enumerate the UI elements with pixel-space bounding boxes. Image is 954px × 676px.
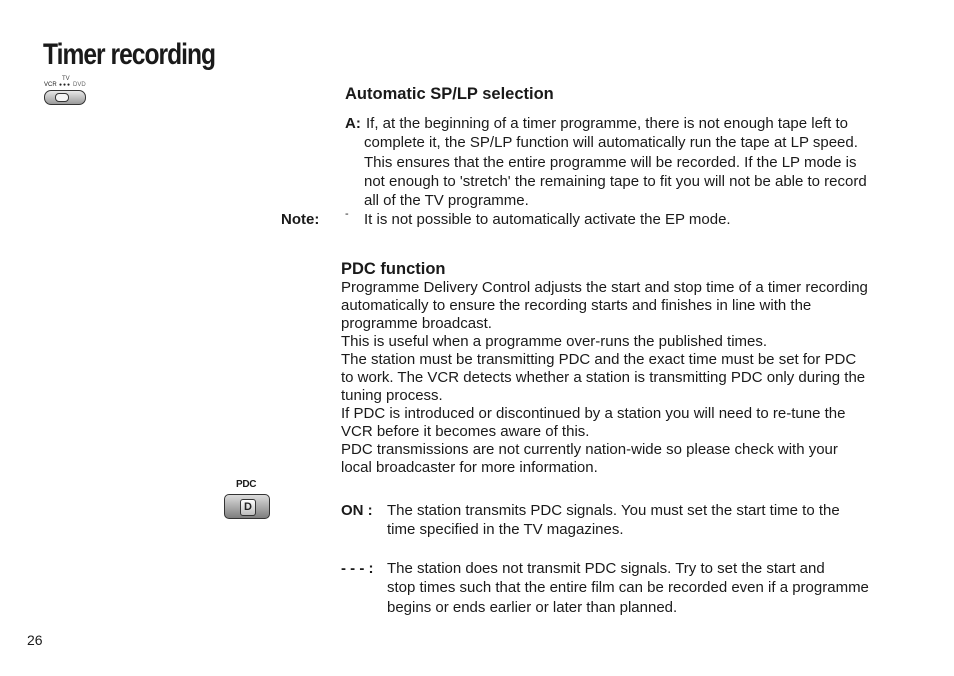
answer-line: complete it, the SP/LP function will automatically run the tape at LP speed. — [364, 134, 858, 152]
pdc-off-line: stop times such that the entire film can be recorded even if a programme — [387, 579, 869, 597]
pdc-body-line: automatically to ensure the recording starts and finishes in line with the — [341, 296, 812, 314]
note-bullet: - — [345, 208, 349, 220]
answer-line: This ensures that the entire programme will be recorded. If the LP mode is — [364, 153, 857, 171]
switch-body — [44, 90, 86, 105]
switch-label-dvd: DVD — [73, 82, 86, 88]
pdc-body-line: to work. The VCR detects whether a station is transmitting PDC only during the — [341, 368, 866, 386]
pdc-body-line: tuning process. — [341, 386, 443, 404]
switch-label-vcr: VCR — [44, 82, 57, 88]
pdc-body-line: local broadcaster for more information. — [341, 458, 598, 476]
pdc-button-icon — [224, 494, 270, 519]
pdc-on-label: ON : — [341, 502, 373, 519]
switch-label-tv: TV — [62, 76, 70, 82]
pdc-on-text — [387, 501, 840, 540]
pdc-heading: PDC function — [341, 260, 446, 278]
tv-vcr-dvd-switch-icon — [44, 76, 88, 106]
switch-knob — [55, 93, 69, 102]
pdc-body-line: programme broadcast. — [341, 314, 492, 332]
pdc-body-line: This is useful when a programme over-runs the published times. — [341, 332, 768, 350]
pdc-button-label: PDC — [236, 479, 257, 490]
answer-prefix: A: — [345, 115, 361, 132]
pdc-body-line: Programme Delivery Control adjusts the start and stop time of a timer recording — [341, 279, 868, 296]
pdc-off-line: begins or ends earlier or later than planned. — [387, 598, 678, 616]
note-text: It is not possible to automatically activate the EP mode. — [364, 211, 731, 228]
pdc-off-label: - - - : — [341, 560, 374, 577]
sp-lp-answer — [366, 114, 848, 133]
pdc-on-line: The station transmits PDC signals. You must set the start time to the — [387, 502, 840, 519]
page-number: 26 — [27, 632, 43, 648]
answer-line: all of the TV programme. — [364, 192, 529, 210]
note-label: Note: — [281, 211, 320, 228]
pdc-body-line: VCR before it becomes aware of this. — [341, 422, 590, 440]
pdc-body — [341, 279, 868, 476]
answer-line: not enough to 'stretch' the remaining tape to fit you will not be able to record — [364, 172, 867, 190]
switch-dots: ●●● — [59, 82, 72, 88]
pdc-body-line: PDC transmissions are not currently nation-wide so please check with your — [341, 440, 838, 458]
sp-lp-answer-cont — [364, 133, 867, 210]
pdc-off-line: The station does not transmit PDC signals. Try to set the start and — [387, 560, 825, 577]
pdc-off-text — [387, 559, 869, 617]
sp-lp-heading: Automatic SP/LP selection — [345, 85, 554, 103]
pdc-body-line: If PDC is introduced or discontinued by a station you will need to re-tune the — [341, 404, 846, 422]
pdc-button-glyph: D — [240, 499, 256, 516]
answer-line: If, at the beginning of a timer programme, there is not enough tape left to — [366, 115, 848, 132]
page-title: Timer recording — [43, 38, 216, 71]
pdc-body-line: The station must be transmitting PDC and the exact time must be set for PDC — [341, 350, 857, 368]
pdc-on-line: time specified in the TV magazines. — [387, 521, 624, 539]
